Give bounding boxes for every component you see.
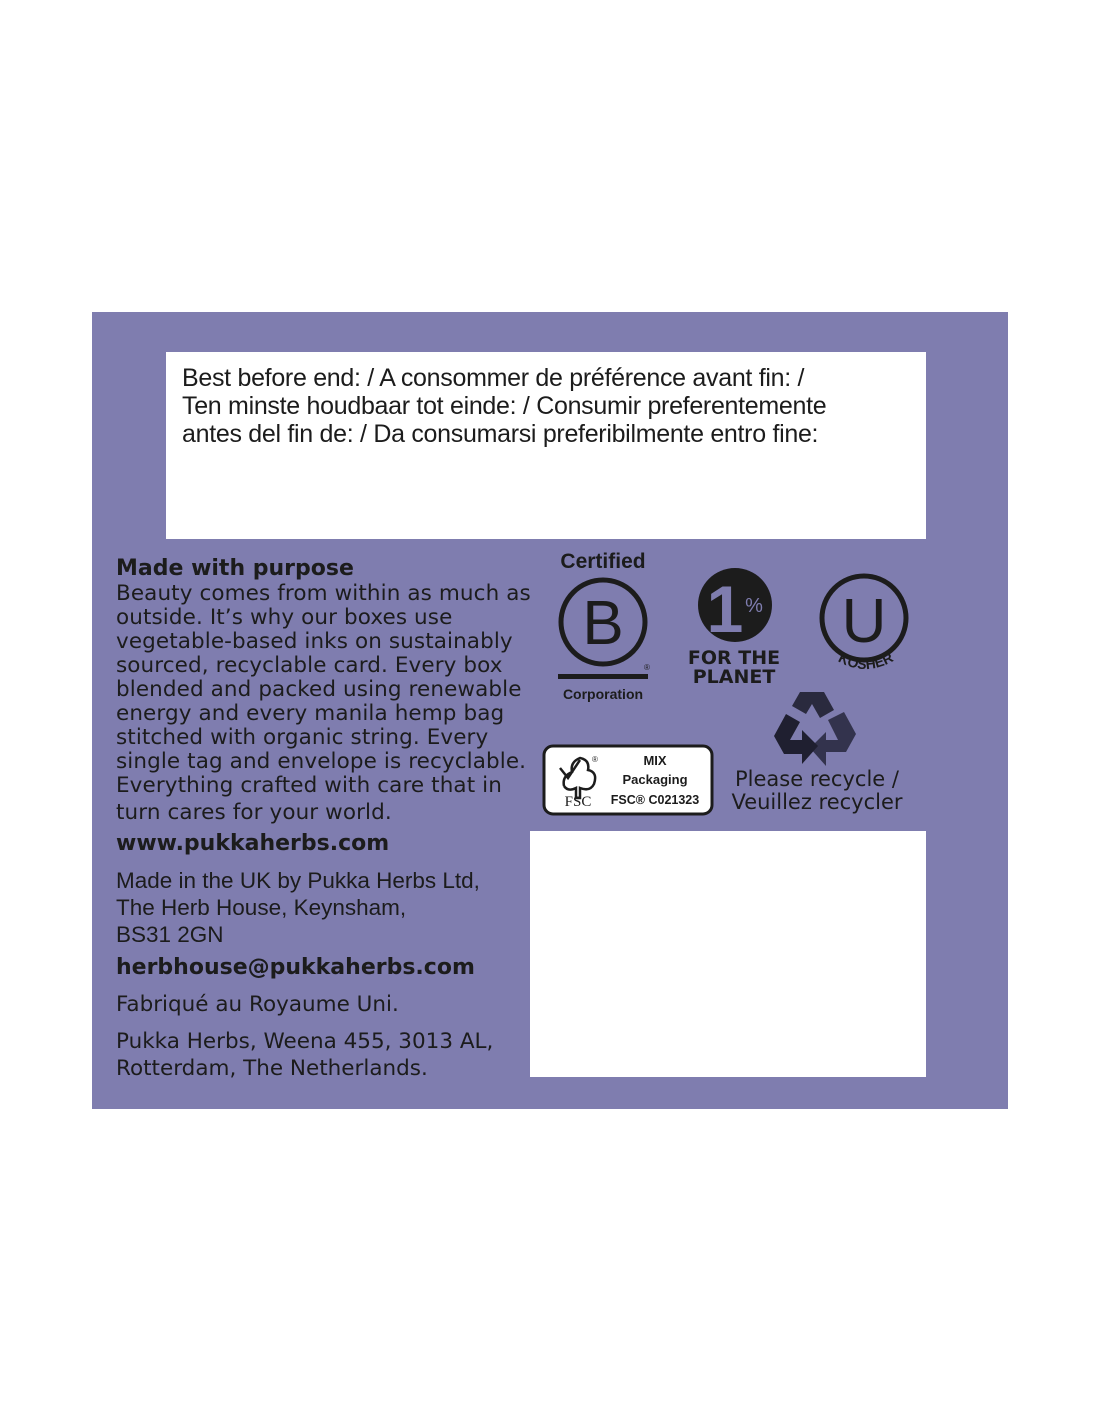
purpose-line: stitched with organic string. Every (116, 725, 489, 750)
uk-address (116, 867, 546, 948)
kosher-label: KOSHER (836, 648, 896, 673)
fabrique-line: Fabriqué au Royaume Uni. (116, 992, 399, 1017)
purpose-line: Everything crafted with care that in (116, 773, 502, 798)
one-percent-sign: % (745, 595, 763, 617)
best-before-line: Ten minste houdbaar tot einde: / Consumir preferentemente (182, 392, 827, 420)
purpose-line: outside. It’s why our boxes use (116, 605, 453, 630)
one-percent-planet-logo (682, 566, 798, 686)
purpose-line: energy and every manila hemp bag (116, 701, 505, 726)
planet-line1: FOR THE (687, 647, 781, 669)
address-line: Made in the UK by Pukka Herbs Ltd, (116, 868, 480, 893)
pack-panel (92, 312, 1008, 1109)
best-before-line: Best before end: / A consommer de préférence avant fin: / (182, 364, 805, 392)
bcorp-logo (548, 544, 658, 704)
fsc-code-text: FSC® C021323 (610, 793, 700, 807)
info-column (116, 556, 546, 1082)
purpose-line: turn cares for your world. (116, 800, 392, 825)
nl-address-line: Pukka Herbs, Weena 455, 3013 AL, (116, 1029, 494, 1054)
fsc-badge (542, 744, 714, 816)
email-link[interactable]: herbhouse@pukkaherbs.com (116, 955, 475, 980)
best-before-line: antes del fin de: / Da consumarsi preferibilmente entro fine: (182, 420, 819, 448)
best-before-text (182, 364, 912, 448)
recycle-icon (772, 690, 858, 768)
recycle-line: Veuillez recycler (731, 790, 903, 814)
bcorp-certified-text: Certified (560, 550, 646, 573)
kosher-letter: U (841, 587, 887, 656)
purpose-paragraph (116, 582, 546, 825)
bcorp-letter: B (582, 589, 624, 658)
address-line: The Herb House, Keynsham, (116, 895, 407, 920)
purpose-heading: Made with purpose (116, 556, 354, 581)
website-link[interactable]: www.pukkaherbs.com (116, 831, 390, 856)
best-before-box (166, 352, 926, 539)
fabrique-text (116, 991, 546, 1018)
nl-address (116, 1028, 546, 1082)
purpose-line: sourced, recyclable card. Every box (116, 653, 503, 678)
fsc-reg-mark: ® (592, 755, 598, 764)
bcorp-corporation-text: Corporation (562, 686, 644, 702)
kosher-logo (814, 572, 914, 682)
barcode-area-box (530, 831, 926, 1077)
purpose-line: Beauty comes from within as much as (116, 581, 531, 606)
purpose-line: vegetable-based inks on sustainably (116, 629, 513, 654)
recycle-line: Please recycle / (735, 767, 899, 791)
fsc-mix-text: MIX (643, 753, 667, 768)
purpose-line: blended and packed using renewable (116, 677, 522, 702)
bcorp-reg-mark: ® (644, 663, 650, 672)
fsc-brand-text: FSC (564, 794, 592, 810)
fsc-packaging-text: Packaging (622, 772, 688, 787)
address-line: BS31 2GN (116, 922, 224, 947)
nl-address-line: Rotterdam, The Netherlands. (116, 1056, 428, 1081)
recycle-text (712, 768, 922, 814)
one-percent-number: 1 (706, 572, 744, 646)
purpose-line: single tag and envelope is recyclable. (116, 749, 527, 774)
planet-line2: PLANET (692, 666, 776, 686)
bcorp-bar (558, 674, 648, 679)
